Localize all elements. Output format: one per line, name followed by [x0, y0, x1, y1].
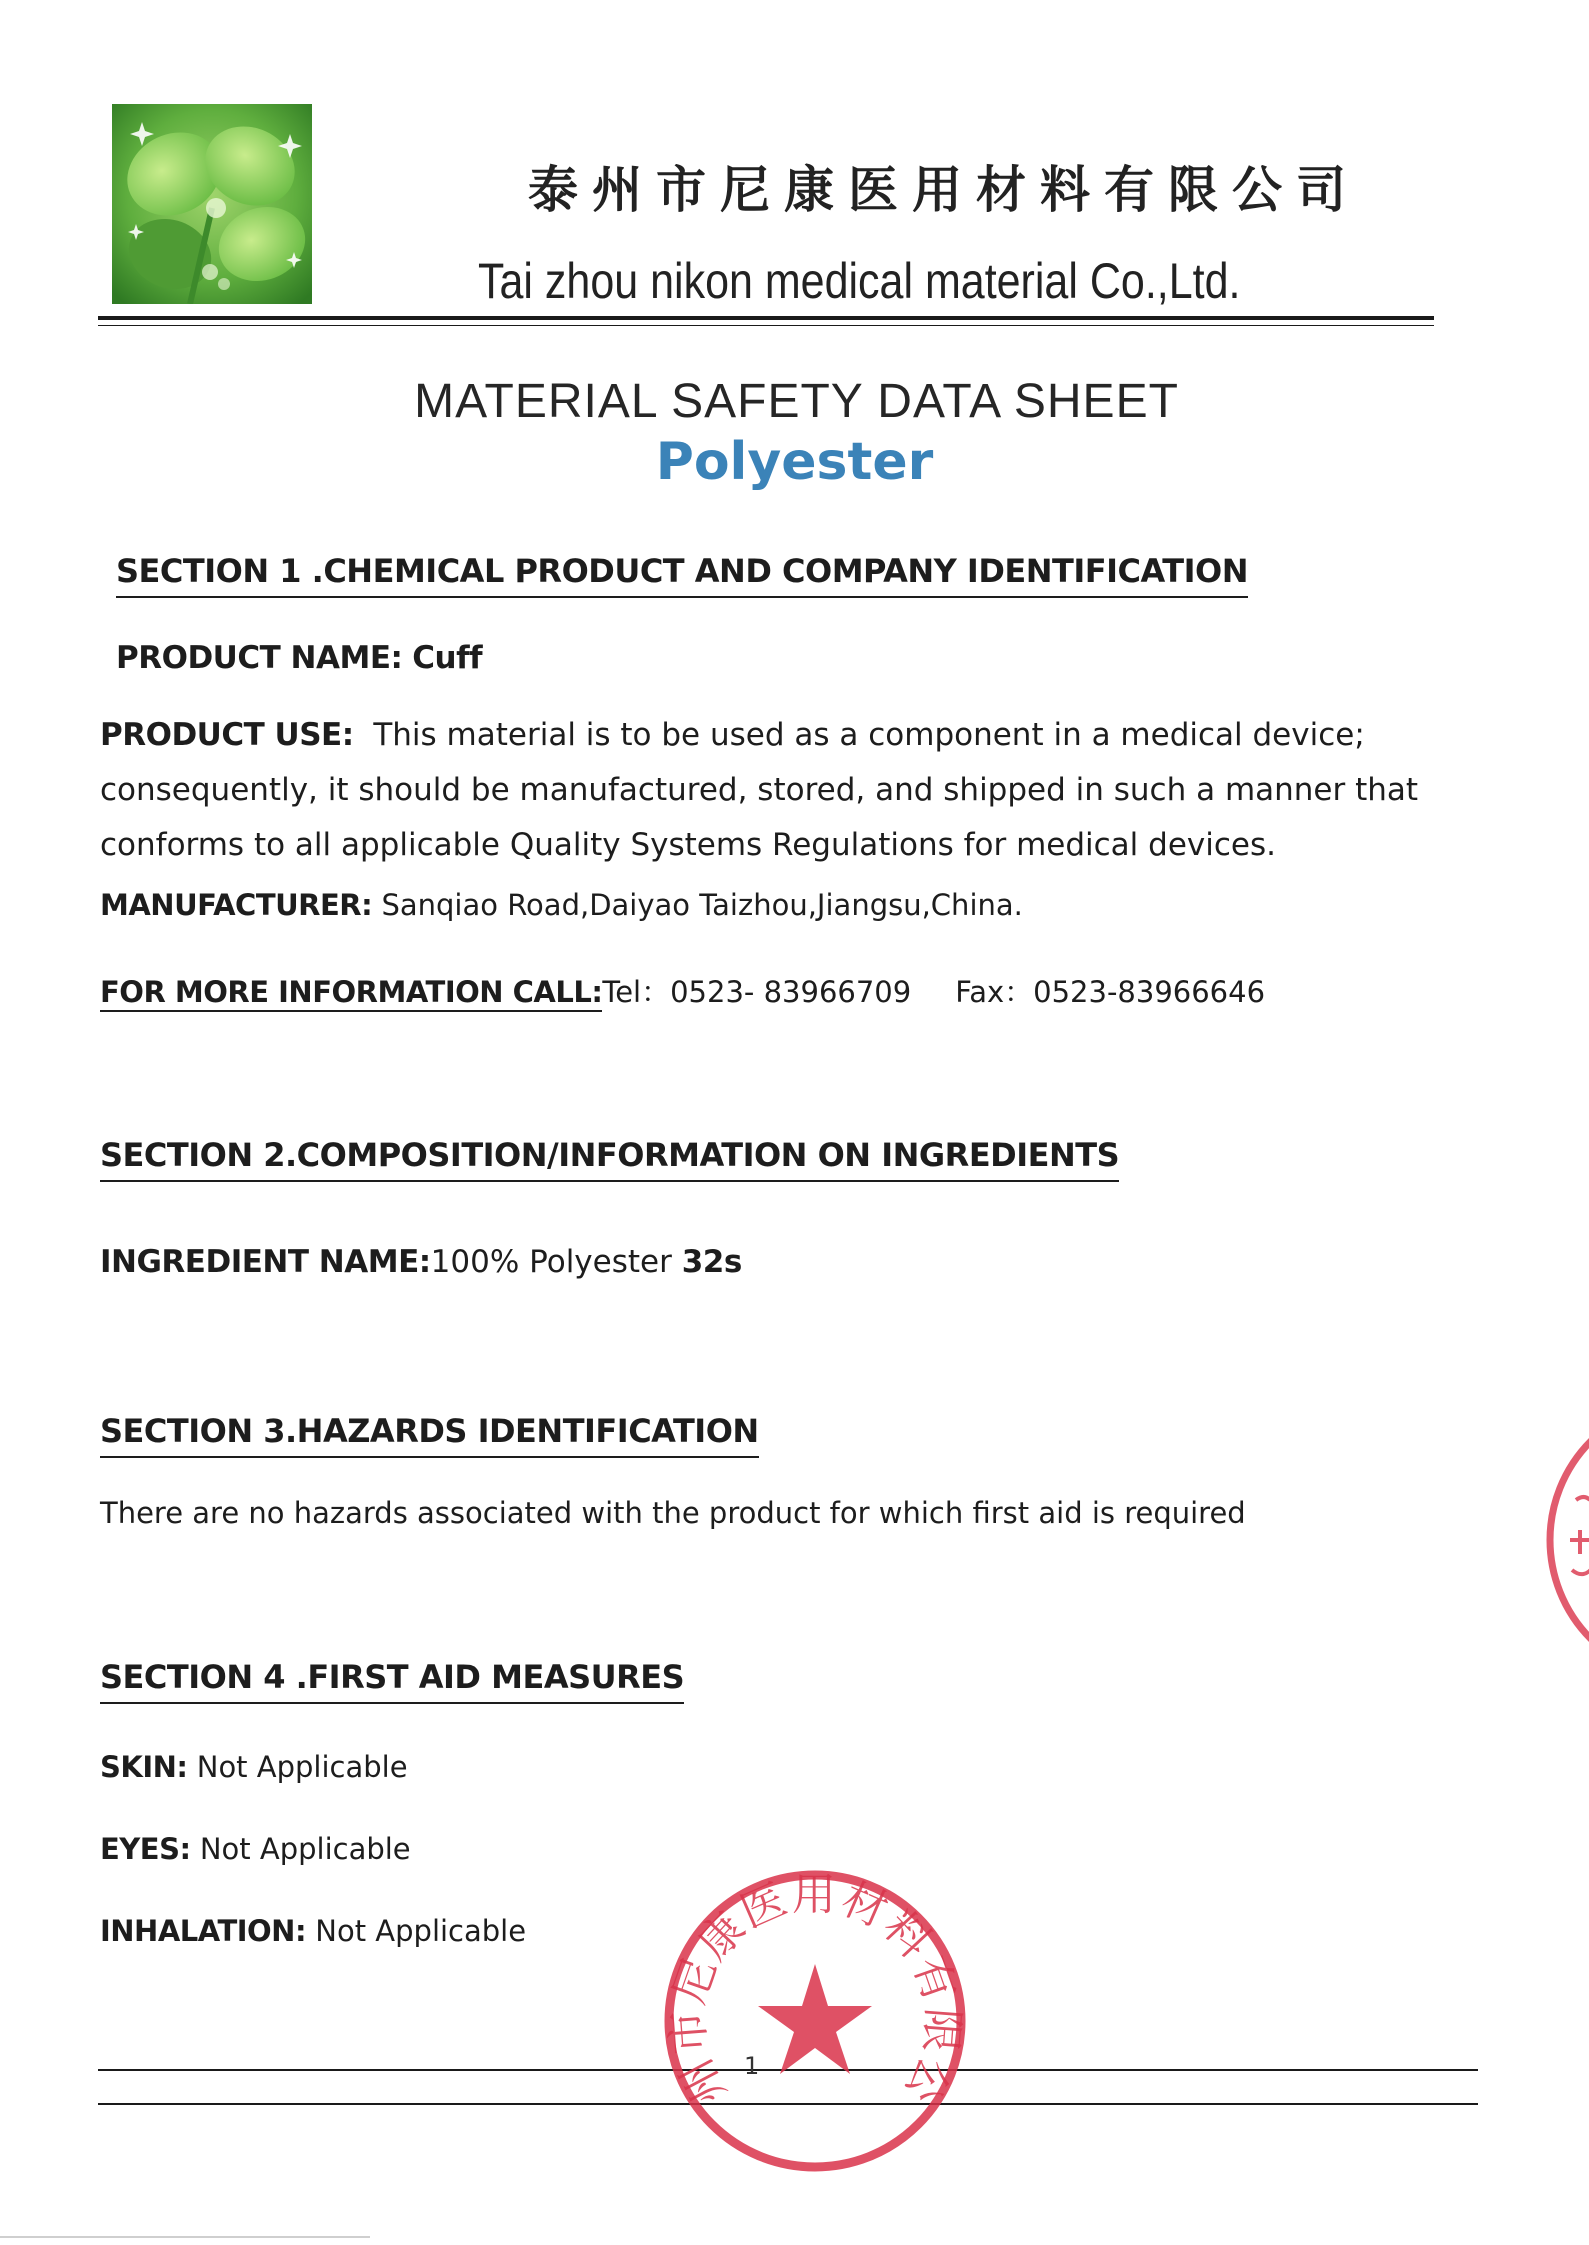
company-seal-icon [660, 1866, 970, 2176]
manufacturer-line [100, 888, 1023, 922]
hazards-text: There are no hazards associated with the product for which first aid is required [100, 1496, 1246, 1530]
ingredient-value: 100% Polyester [430, 1244, 682, 1280]
product-name-value: Cuff [412, 640, 483, 676]
inhalation-value: Not Applicable [306, 1914, 527, 1948]
header-rule [98, 316, 1434, 320]
ingredient-count: 32s [681, 1244, 742, 1280]
eyes-value: Not Applicable [190, 1832, 411, 1866]
company-name-english: Tai zhou nikon medical material Co.,Ltd. [478, 253, 1241, 309]
company-logo [112, 104, 312, 304]
contact-line [100, 970, 1265, 1011]
product-title: Polyester [655, 432, 934, 492]
partial-seal-icon [1540, 1420, 1589, 1660]
skin-value: Not Applicable [187, 1750, 408, 1784]
inhalation-line [100, 1914, 526, 1948]
tel-number: Tel：0523- 83966709 [602, 975, 912, 1009]
header-rule-thin [98, 325, 1434, 326]
product-name-line [116, 640, 482, 676]
skin-line [100, 1750, 408, 1784]
svg-text:泰州市尼康医用材料有限公司: 州市尼康医用材料有限公 [661, 1869, 969, 2114]
product-use-value: This material is to be used as a component in a medical device; consequently, it should be manufactured, stored, and shipped in such a manner that conforms to all applicable Quality Systems Regulations for medical devices. [100, 717, 1419, 863]
section-2-heading: SECTION 2.COMPOSITION/INFORMATION ON INGREDIENTS [100, 1136, 1119, 1182]
eyes-label: EYES: [100, 1832, 191, 1866]
ingredient-line [100, 1244, 742, 1280]
skin-label: SKIN: [100, 1750, 188, 1784]
eyes-line [100, 1832, 411, 1866]
manufacturer-label: MANUFACTURER: [100, 888, 373, 922]
scan-edge-line [0, 2236, 370, 2238]
product-name-label: PRODUCT NAME: [116, 640, 403, 676]
fax-number: Fax：0523-83966646 [955, 975, 1266, 1009]
document-title: MATERIAL SAFETY DATA SHEET [414, 375, 1179, 428]
page-number: 1 [744, 2052, 760, 2080]
section-1-heading: SECTION 1 .CHEMICAL PRODUCT AND COMPANY IDENTIFICATION [116, 552, 1248, 598]
product-use-paragraph [100, 708, 1420, 873]
section-3-heading: SECTION 3.HAZARDS IDENTIFICATION [100, 1412, 759, 1458]
call-label: FOR MORE INFORMATION CALL: [100, 975, 602, 1012]
section-4-heading: SECTION 4 .FIRST AID MEASURES [100, 1658, 684, 1704]
company-name-chinese: 泰州市尼康医用材料有限公司 [528, 160, 1360, 219]
manufacturer-value: Sanqiao Road,Daiyao Taizhou,Jiangsu,China. [381, 888, 1023, 922]
product-use-label: PRODUCT USE: [100, 717, 354, 753]
ingredient-label: INGREDIENT NAME: [100, 1244, 431, 1280]
inhalation-label: INHALATION: [100, 1914, 307, 1948]
